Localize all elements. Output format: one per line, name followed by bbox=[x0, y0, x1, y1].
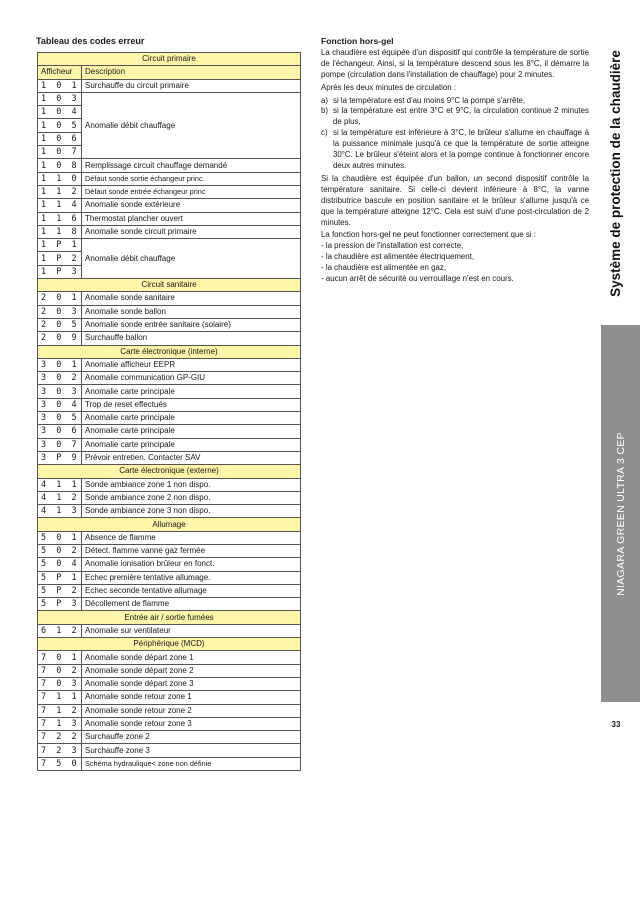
list-item: - la chaudière est alimentée électriquement, bbox=[321, 252, 475, 262]
error-code: 4 1 2 bbox=[38, 491, 82, 504]
error-description: Anomalie sonde sanitaire bbox=[82, 292, 301, 305]
error-description: Anomalie sonde entrée sanitaire (solaire) bbox=[82, 318, 301, 331]
error-description: Anomalie sonde retour zone 1 bbox=[82, 691, 301, 704]
table-row bbox=[38, 571, 301, 584]
error-code: 7 5 0 bbox=[38, 757, 82, 770]
table-row bbox=[38, 677, 301, 690]
table-row bbox=[38, 425, 301, 438]
table-row bbox=[38, 199, 301, 212]
error-description: Sonde ambiance zone 1 non dispo. bbox=[82, 478, 301, 491]
list-item: - la pression de l'installation est correcte, bbox=[321, 241, 464, 251]
section-title: Périphérique (MCD) bbox=[38, 638, 301, 651]
error-description: Anomalie carte principale bbox=[82, 385, 301, 398]
error-code: 7 2 3 bbox=[38, 744, 82, 757]
error-code: 7 1 3 bbox=[38, 717, 82, 730]
table-row bbox=[38, 225, 301, 238]
list-item: - la chaudière est alimentée en gaz, bbox=[321, 263, 447, 273]
section-header-row bbox=[38, 279, 301, 292]
table-row bbox=[38, 172, 301, 185]
error-description: Surchauffe zone 3 bbox=[82, 744, 301, 757]
table-row bbox=[38, 358, 301, 371]
error-code: 1 0 1 bbox=[38, 79, 82, 92]
table-row bbox=[38, 664, 301, 677]
error-code: 5 P 1 bbox=[38, 571, 82, 584]
table-row bbox=[38, 385, 301, 398]
error-code: 1 0 3 bbox=[38, 92, 82, 105]
table-row bbox=[38, 558, 301, 571]
error-code: 3 0 4 bbox=[38, 398, 82, 411]
error-code: 5 P 3 bbox=[38, 598, 82, 611]
table-row bbox=[38, 691, 301, 704]
error-code: 1 0 8 bbox=[38, 159, 82, 172]
header-description: Description bbox=[82, 66, 301, 79]
error-code: 1 0 4 bbox=[38, 106, 82, 119]
frost-paragraph-4: La fonction hors-gel ne peut fonctionner correctement que si : bbox=[321, 230, 536, 240]
error-description: Prévoir entretien. Contacter SAV bbox=[82, 451, 301, 464]
table-row bbox=[38, 491, 301, 504]
section-title: Allumage bbox=[38, 518, 301, 531]
table-row bbox=[38, 305, 301, 318]
error-description: Anomalie carte principale bbox=[82, 412, 301, 425]
error-code: 4 1 3 bbox=[38, 505, 82, 518]
error-description: Anomalie carte principale bbox=[82, 438, 301, 451]
error-description: Anomalie sonde départ zone 1 bbox=[82, 651, 301, 664]
list-item: b) si la température est entre 3°C et 9°C, la circulation continue 2 minutes de plus, bbox=[321, 106, 589, 127]
error-description: Anomalie sonde départ zone 2 bbox=[82, 664, 301, 677]
error-code: 5 0 1 bbox=[38, 531, 82, 544]
error-description: Absence de flamme bbox=[82, 531, 301, 544]
frost-protection-section bbox=[321, 36, 589, 285]
section-header-row bbox=[38, 345, 301, 358]
error-description: Anomalie sonde circuit primaire bbox=[82, 225, 301, 238]
error-code: 1 0 6 bbox=[38, 132, 82, 145]
error-description: Anomalie carte principale bbox=[82, 425, 301, 438]
error-description: Echec première tentative allumage. bbox=[82, 571, 301, 584]
table-row bbox=[38, 704, 301, 717]
section-header-row bbox=[38, 518, 301, 531]
error-code: 2 0 1 bbox=[38, 292, 82, 305]
error-code: 3 0 6 bbox=[38, 425, 82, 438]
error-code: 7 2 2 bbox=[38, 731, 82, 744]
table-row bbox=[38, 731, 301, 744]
table-row bbox=[38, 79, 301, 92]
section-header-row bbox=[38, 465, 301, 478]
error-code: 5 0 4 bbox=[38, 558, 82, 571]
error-code: 7 1 1 bbox=[38, 691, 82, 704]
error-code: 2 0 5 bbox=[38, 318, 82, 331]
error-code: 5 0 2 bbox=[38, 544, 82, 557]
chapter-title: Système de protection de la chaudière bbox=[607, 49, 623, 297]
error-description: Anomalie sonde retour zone 2 bbox=[82, 704, 301, 717]
error-code: 2 0 3 bbox=[38, 305, 82, 318]
error-description: Défaut sonde entrée échangeur princ bbox=[82, 185, 301, 198]
error-description: Décollement de flamme bbox=[82, 598, 301, 611]
error-code: 1 P 1 bbox=[38, 239, 82, 252]
table-row bbox=[38, 651, 301, 664]
error-code: 3 0 5 bbox=[38, 412, 82, 425]
table-row bbox=[38, 412, 301, 425]
table-header-row bbox=[38, 66, 301, 79]
table-row bbox=[38, 292, 301, 305]
table-row bbox=[38, 598, 301, 611]
table-row bbox=[38, 239, 301, 252]
error-description: Anomalie sur ventilateur bbox=[82, 624, 301, 637]
table-row bbox=[38, 744, 301, 757]
error-code: 7 0 3 bbox=[38, 677, 82, 690]
error-description: Anomalie sonde ballon bbox=[82, 305, 301, 318]
frost-paragraph-1: La chaudière est équipée d'un dispositif qui contrôle la température de sortie de l'échangeur. Ainsi, si la température descend sous les 8°C, il démarre la pompe (circulation dans l'installation de chauffage) pour 2 minutes. bbox=[321, 47, 589, 79]
error-description: Anomalie communication GP-GIU bbox=[82, 372, 301, 385]
frost-paragraph-3: Si la chaudière est équipée d'un ballon, un second dispositif contrôle la température sanitaire. Si celle-ci devient inférieure à 8°C, la vanne distributrice bascule en position sanitaire et le brûleur s'allume jusqu'à ce que la température atteigne 12°C. Cela est suivi d'une post-circulation de 2 minutes. bbox=[321, 173, 589, 227]
error-code: 1 1 6 bbox=[38, 212, 82, 225]
error-code: 2 0 9 bbox=[38, 332, 82, 345]
table-row bbox=[38, 451, 301, 464]
error-description: Echec seconde tentative allumage bbox=[82, 584, 301, 597]
section-header-row bbox=[38, 611, 301, 624]
error-code: 1 0 5 bbox=[38, 119, 82, 132]
error-description: Thermostat plancher ouvert bbox=[82, 212, 301, 225]
table-row bbox=[38, 332, 301, 345]
error-code: 7 0 1 bbox=[38, 651, 82, 664]
error-code: 1 0 7 bbox=[38, 146, 82, 159]
page-number: 33 bbox=[611, 720, 621, 729]
error-description: Sonde ambiance zone 2 non dispo. bbox=[82, 491, 301, 504]
error-code: 3 0 7 bbox=[38, 438, 82, 451]
error-description: Anomalie ionisation brûleur en fonct. bbox=[82, 558, 301, 571]
error-description: Défaut sonde sortie échangeur princ. bbox=[82, 172, 301, 185]
table-row bbox=[38, 757, 301, 770]
error-description: Anomalie sonde retour zone 3 bbox=[82, 717, 301, 730]
error-description: Schéma hydraulique< zone non définie bbox=[82, 757, 301, 770]
frost-paragraph-2: Après les deux minutes de circulation : bbox=[321, 82, 457, 92]
error-code: 3 P 9 bbox=[38, 451, 82, 464]
product-band: NIAGARA GREEN ULTRA 3 CEP bbox=[601, 325, 640, 702]
section-title: Carte électronique (externe) bbox=[38, 465, 301, 478]
error-description: Surchauffe zone 2 bbox=[82, 731, 301, 744]
frost-conditions-list bbox=[321, 241, 589, 285]
error-description: Anomalie sonde extérieure bbox=[82, 199, 301, 212]
error-description: Sonde ambiance zone 3 non dispo. bbox=[82, 505, 301, 518]
error-code: 7 1 2 bbox=[38, 704, 82, 717]
section-header-row bbox=[38, 53, 301, 66]
section-title: Carte électronique (interne) bbox=[38, 345, 301, 358]
table-row bbox=[38, 584, 301, 597]
error-code: 4 1 1 bbox=[38, 478, 82, 491]
error-code: 1 1 0 bbox=[38, 172, 82, 185]
error-code: 1 P 2 bbox=[38, 252, 82, 265]
error-description: Surchauffe ballon bbox=[82, 332, 301, 345]
error-code: 6 1 2 bbox=[38, 624, 82, 637]
section-title: Circuit sanitaire bbox=[38, 279, 301, 292]
error-description: Anomalie sonde départ zone 3 bbox=[82, 677, 301, 690]
list-item: a) si la température est d'au moins 9°C la pompe s'arrête, bbox=[321, 95, 526, 105]
section-title: Circuit primaire bbox=[38, 53, 301, 66]
error-description: Surchauffe du circuit primaire bbox=[82, 79, 301, 92]
section-title: Entrée air / sortie fumées bbox=[38, 611, 301, 624]
table-row bbox=[38, 438, 301, 451]
error-code: 1 1 8 bbox=[38, 225, 82, 238]
error-code: 3 0 2 bbox=[38, 372, 82, 385]
table-row bbox=[38, 372, 301, 385]
table-row bbox=[38, 92, 301, 105]
table-row bbox=[38, 544, 301, 557]
frost-steps-list bbox=[321, 96, 589, 172]
table-row bbox=[38, 185, 301, 198]
table-row bbox=[38, 505, 301, 518]
error-code: 1 1 2 bbox=[38, 185, 82, 198]
table-row bbox=[38, 478, 301, 491]
error-description: Anomalie débit chauffage bbox=[82, 239, 301, 279]
table-row bbox=[38, 717, 301, 730]
error-description: Trop de reset effectués bbox=[82, 398, 301, 411]
error-description: Anomalie afficheur EEPR bbox=[82, 358, 301, 371]
list-item: c) si la température est inférieure à 3°C, le brûleur s'allume en chauffage à la puissance minimale jusqu'à ce que la température de sortie atteigne 30°C. Le brûleur s'éteint alors et la pompe continue à fonctionner encore deux autres minutes. bbox=[321, 128, 589, 170]
list-item: - aucun arrêt de sécurité ou verrouillage n'est en cours. bbox=[321, 274, 514, 284]
error-description: Détect. flamme vanne gaz fermée bbox=[82, 544, 301, 557]
error-codes-table bbox=[37, 52, 301, 771]
table-row bbox=[38, 212, 301, 225]
error-description: Remplissage circuit chauffage demandé bbox=[82, 159, 301, 172]
table-row bbox=[38, 398, 301, 411]
error-code: 1 1 4 bbox=[38, 199, 82, 212]
error-code: 5 P 2 bbox=[38, 584, 82, 597]
error-description: Anomalie débit chauffage bbox=[82, 92, 301, 158]
table-row bbox=[38, 624, 301, 637]
section-header-row bbox=[38, 638, 301, 651]
table-row bbox=[38, 159, 301, 172]
frost-title: Fonction hors-gel bbox=[321, 36, 394, 46]
error-code: 3 0 3 bbox=[38, 385, 82, 398]
table-row bbox=[38, 531, 301, 544]
header-display: Afficheur bbox=[38, 66, 82, 79]
error-code: 3 0 1 bbox=[38, 358, 82, 371]
error-code: 1 P 3 bbox=[38, 265, 82, 278]
table-title: Tableau des codes erreur bbox=[36, 36, 145, 46]
table-row bbox=[38, 318, 301, 331]
error-code: 7 0 2 bbox=[38, 664, 82, 677]
